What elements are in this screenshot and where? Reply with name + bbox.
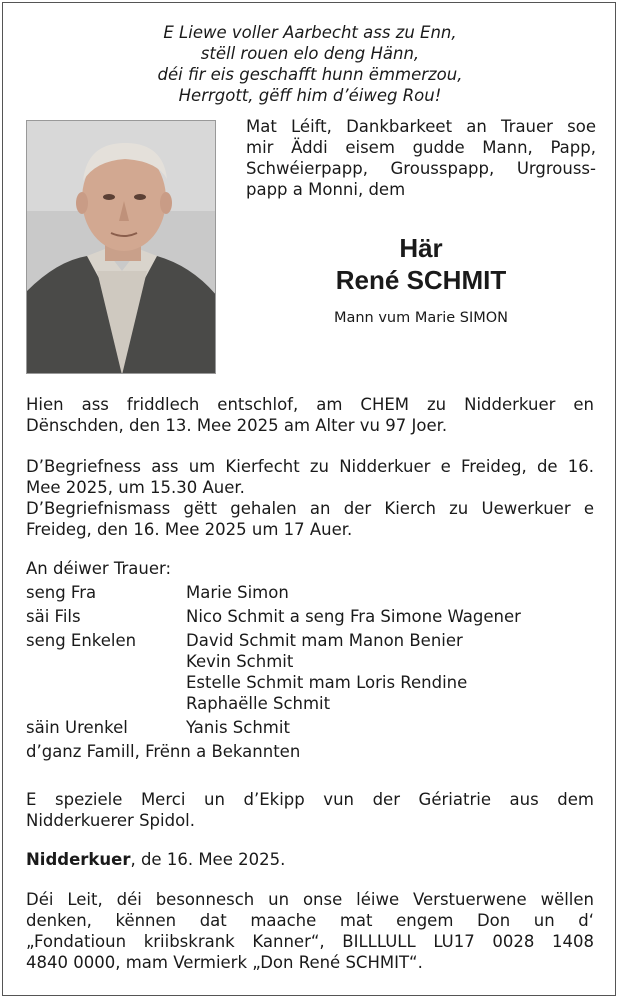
text-line: D’Begriefnismass gëtt gehalen an der Kierch zu Uewerkuer e bbox=[26, 499, 594, 518]
death-notice bbox=[26, 394, 594, 436]
donation-note bbox=[26, 889, 594, 973]
mourners-section bbox=[26, 558, 594, 762]
honorific: Här bbox=[399, 233, 443, 263]
spouse-line: Mann vum Marie SIMON bbox=[333, 310, 509, 326]
funeral-details bbox=[26, 456, 594, 540]
text-line: E speziele Merci un d’Ekipp vun der Gériatrie aus dem bbox=[26, 790, 594, 809]
mourner-name: Yanis Schmit bbox=[186, 718, 290, 737]
deceased-name: René SCHMIT bbox=[335, 265, 507, 295]
intro-line: Mat Léift, Dankbarkeet an Trauer soe bbox=[246, 117, 596, 136]
text-line: 4840 0000, mam Vermierk „Don René SCHMIT“. bbox=[26, 953, 423, 972]
mourner-name: Marie Simon bbox=[186, 583, 289, 602]
mourner-relation: seng Enkelen bbox=[26, 631, 137, 650]
text-line: denken, kënnen dat maache mat engem Don un d‘ bbox=[26, 911, 594, 930]
text-line: „Fondatioun kriibskrank Kanner“, BILLLULL LU17 0028 1408 bbox=[26, 932, 594, 951]
thanks-note bbox=[26, 789, 594, 831]
place-date bbox=[26, 849, 594, 870]
intro-line: papp a Monni, dem bbox=[246, 180, 406, 199]
poem-line: E Liewe voller Aarbecht ass zu Enn, bbox=[163, 23, 457, 42]
memorial-poem bbox=[0, 22, 620, 106]
mourner-row bbox=[26, 717, 594, 738]
poem-line: déi fir eis geschafft hunn ëmmerzou, bbox=[157, 65, 463, 84]
text-line: D’Begriefness ass um Kierfecht zu Nidderkuer e Freideg, de 16. bbox=[26, 457, 594, 476]
mourner-row bbox=[26, 606, 594, 627]
text-line: Nidderkuerer Spidol. bbox=[26, 811, 195, 830]
mourner-name: Kevin Schmit bbox=[186, 652, 294, 671]
mourner-relation: säi Fils bbox=[26, 607, 81, 626]
text-line: Dënschden, den 13. Mee 2025 am Alter vu 97 Joer. bbox=[26, 416, 448, 435]
mourners-title: An déiwer Trauer: bbox=[26, 559, 172, 578]
text-line: Déi Leit, déi besonnesch un onse léiwe Verstuerwene wëllen bbox=[26, 890, 594, 909]
mourner-relation: seng Fra bbox=[26, 583, 97, 602]
intro-text bbox=[246, 116, 596, 200]
mourner-name: Estelle Schmit mam Loris Rendine bbox=[186, 673, 468, 692]
mourner-row bbox=[26, 582, 594, 603]
mourner-name: Raphaëlle Schmit bbox=[186, 694, 331, 713]
place-name: Nidderkuer bbox=[26, 850, 131, 869]
portrait-photo bbox=[26, 120, 216, 374]
text-line: Hien ass friddlech entschlof, am CHEM zu Nidderkuer en bbox=[26, 395, 594, 414]
date-text: , de 16. Mee 2025. bbox=[130, 850, 286, 869]
intro-line: mir Äddi eisem gudde Mann, Papp, bbox=[246, 138, 596, 157]
mourner-name: Nico Schmit a seng Fra Simone Wagener bbox=[186, 607, 521, 626]
mourner-name: David Schmit mam Manon Benier bbox=[186, 631, 463, 650]
text-line: Freideg, den 16. Mee 2025 um 17 Auer. bbox=[26, 520, 353, 539]
mourner-row bbox=[26, 630, 594, 714]
poem-line: stëll rouen elo deng Hänn, bbox=[200, 44, 420, 63]
text-line: Mee 2025, um 15.30 Auer. bbox=[26, 478, 245, 497]
poem-line: Herrgott, gëff him d’éiweg Rou! bbox=[178, 86, 442, 105]
deceased-name-block bbox=[246, 232, 596, 296]
mourner-relation: säin Urenkel bbox=[26, 718, 128, 737]
family-line: d’ganz Famill, Frënn a Bekannten bbox=[26, 742, 301, 761]
intro-line: Schwéierpapp, Grousspapp, Urgrouss- bbox=[246, 159, 596, 178]
